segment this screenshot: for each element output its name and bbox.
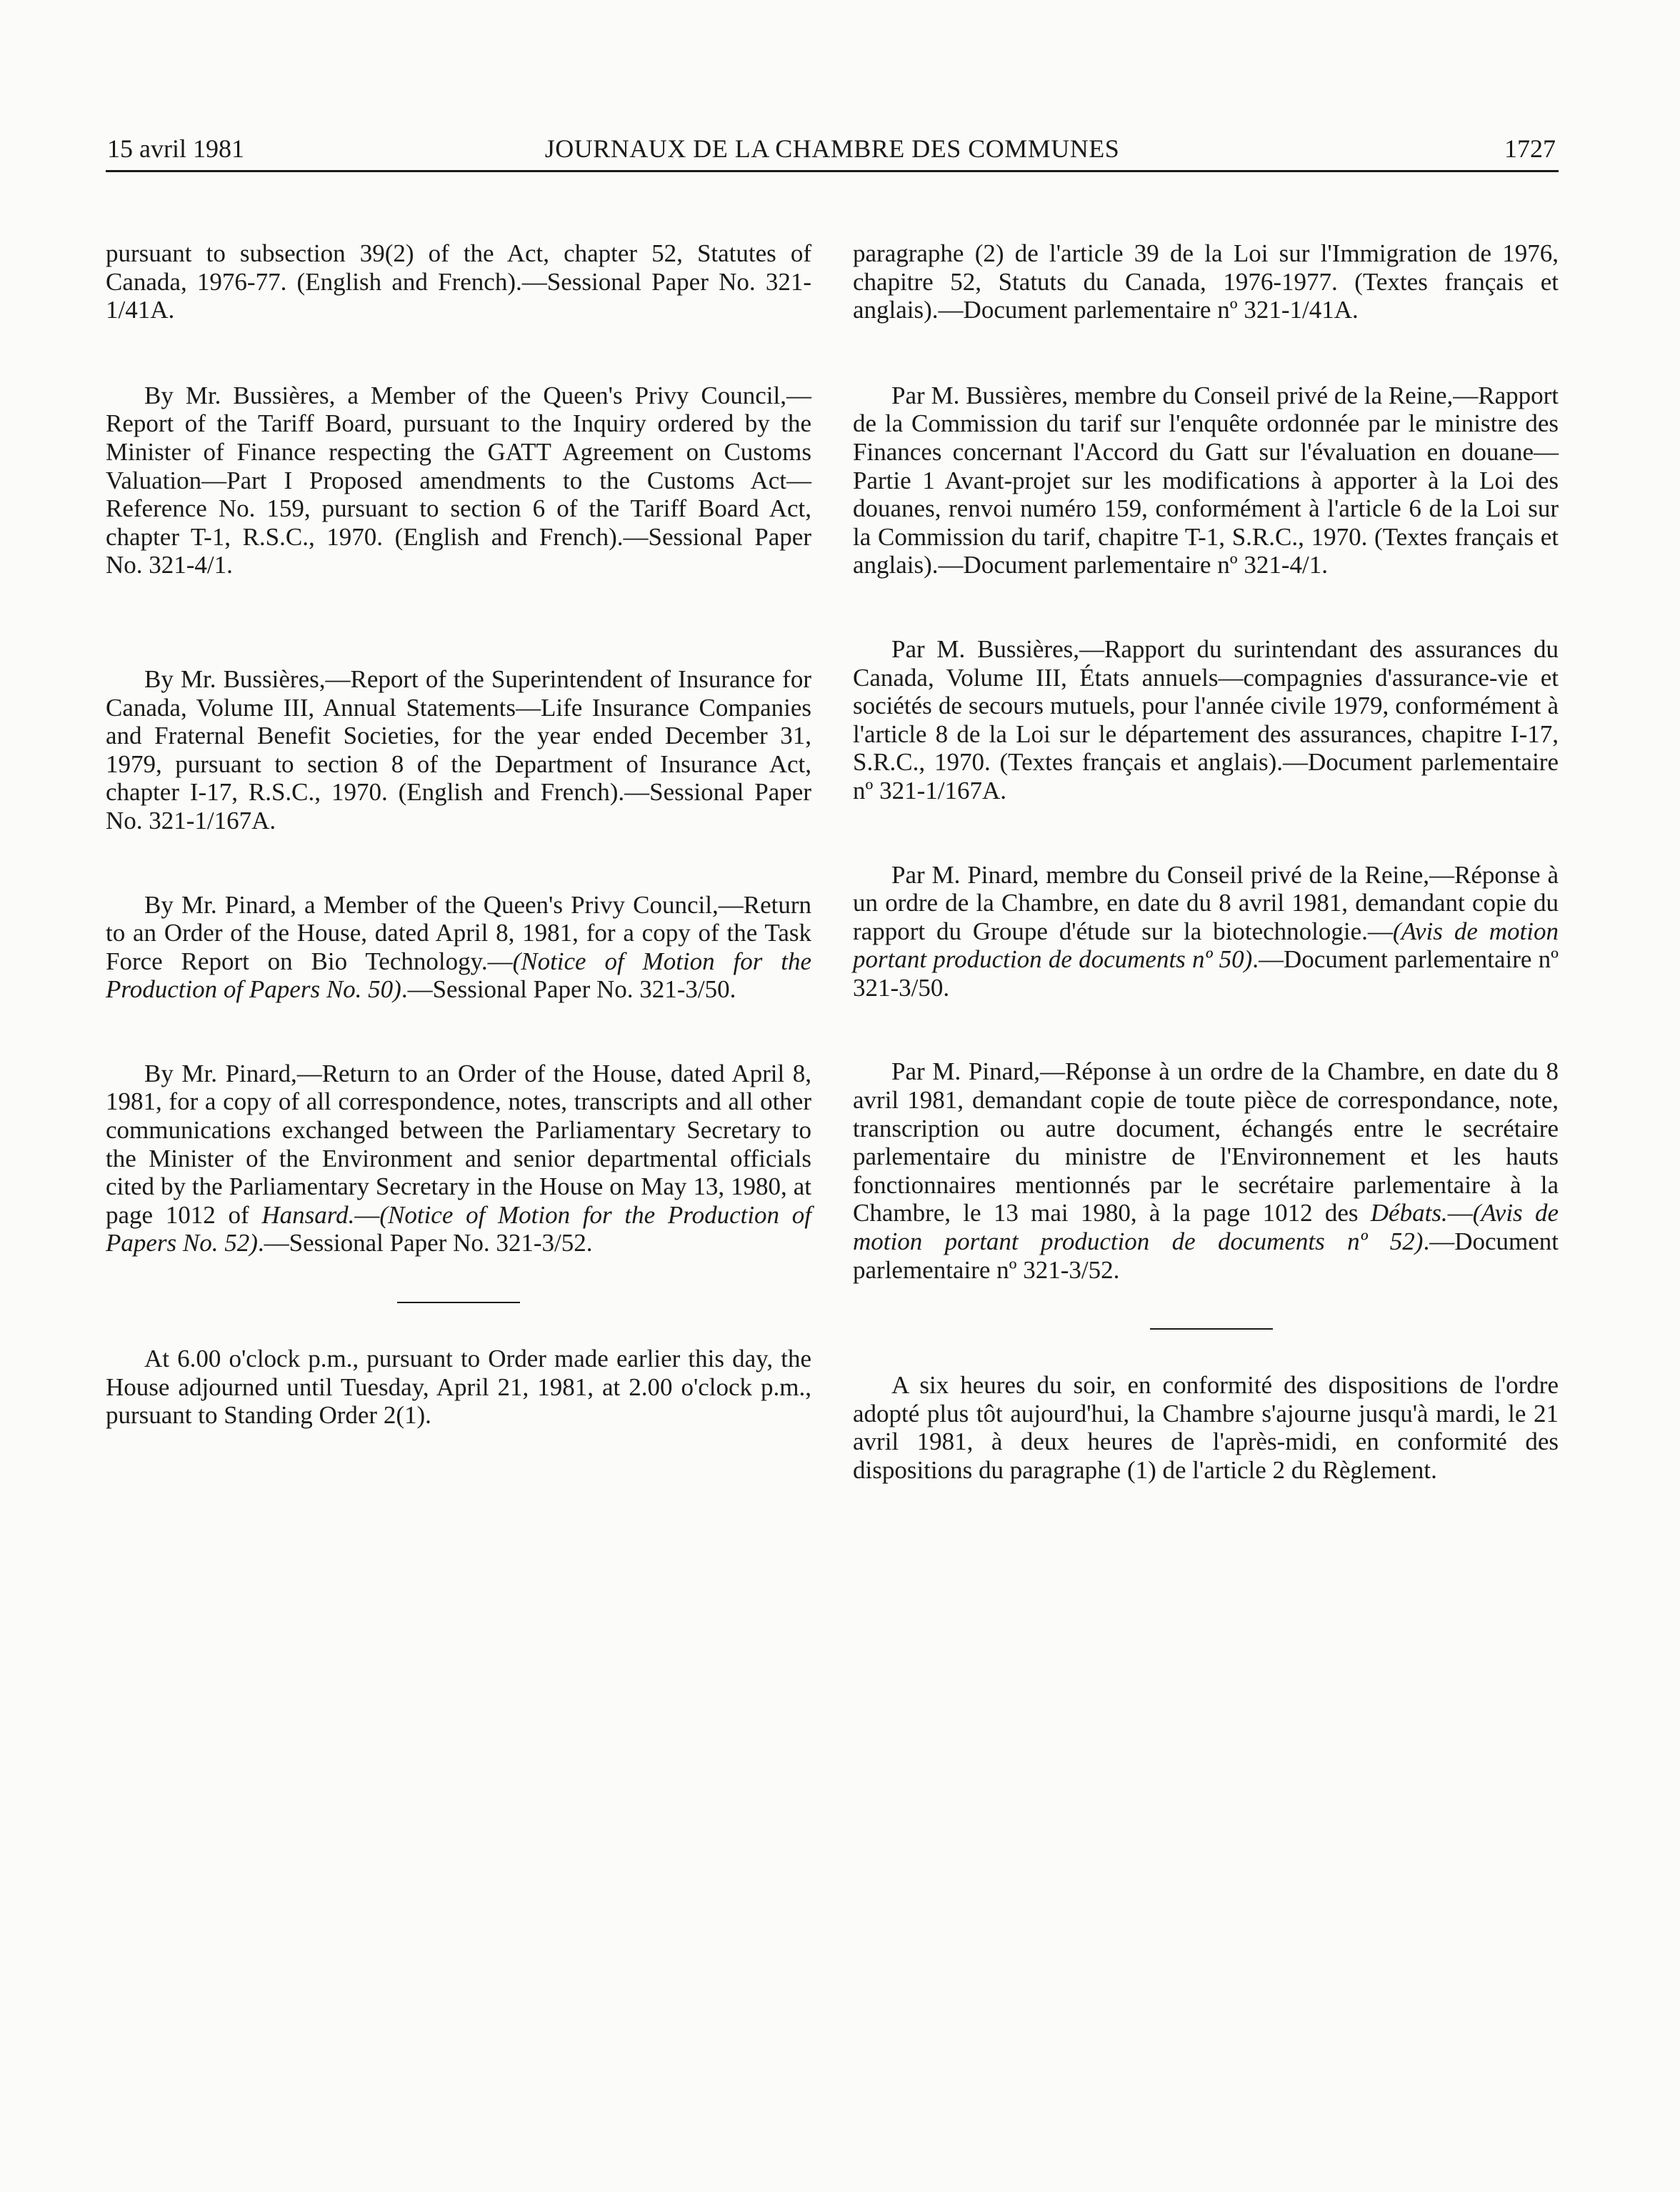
section-divider [1150,1328,1273,1330]
section-divider [397,1302,520,1303]
fr-paragraph-adjournment: A six heures du soir, en conformité des dispositions de l'ordre adopté plus tôt aujourd'hui, la Chambre s'ajourne jusqu'à mardi, le 21 avril 1981, à deux heures de l'après-midi, en conformité des dispositions du paragraphe (1) de l'article 2 du Règlement. [853,1371,1559,1484]
fr-paragraph-tariff-board: Par M. Bussières, membre du Conseil privé de la Reine,—Rapport de la Commission du tarif sur l'enquête ordonnée par le ministre des Finances concernant l'Accord du Gatt sur l'évaluation en douane— Partie 1 Avant-projet sur les modifications à apporter à la Loi des douanes, renvoi numéro 159, conformément à l'article 6 de la Loi sur la Commission du tarif, chapitre T-1, S.R.C., 1970. (Textes français et anglais).—Document parlementaire nº 321-4/1. [853,381,1559,579]
fr-paragraph-bio-technology: Par M. Pinard, membre du Conseil privé de la Reine,—Réponse à un ordre de la Chambre, en date du 8 avril 1981, demandant copie du rapport du Groupe d'étude sur la biotechnologie.—(Avis de motion portant production de documents nº 50).—Document parlementaire nº 321-3/50. [853,860,1559,1002]
french-column [853,239,1559,1485]
header-title: JOURNAUX DE LA CHAMBRE DES COMMUNES [544,134,1120,163]
en-paragraph-continuation: pursuant to subsection 39(2) of the Act, chapter 52, Statutes of Canada, 1976-77. (English and French).—Sessional Paper No. 321-1/41A. [106,239,811,324]
english-column [106,239,811,1430]
page-number: 1727 [1504,134,1556,163]
en-paragraph-environment: By Mr. Pinard,—Return to an Order of the House, dated April 8, 1981, for a copy of all correspondence, notes, transcripts and all other communications exchanged between the Parliamentary Secretary to the Minister of the Environment and senior departmental officials cited by the Parliamentary Secretary in the House on May 13, 1980, at page 1012 of Hansard.—(Notice of Motion for the Production of Papers No. 52).—Sessional Paper No. 321-3/52. [106,1059,811,1257]
fr-paragraph-continuation: paragraphe (2) de l'article 39 de la Loi sur l'Immigration de 1976, chapitre 52, Statuts du Canada, 1976-1977. (Textes français et anglais).—Document parlementaire nº 321-1/41A. [853,239,1559,324]
en-paragraph-tariff-board: By Mr. Bussières, a Member of the Queen's Privy Council,—Report of the Tariff Board, pursuant to the Inquiry ordered by the Minister of Finance respecting the GATT Agreement on Customs Valuation—Part I Proposed amendments to the Customs Act—Reference No. 159, pursuant to section 6 of the Tariff Board Act, chapter T-1, R.S.C., 1970. (English and French).—Sessional Paper No. 321-4/1. [106,381,811,579]
fr-paragraph-insurance: Par M. Bussières,—Rapport du surintendant des assurances du Canada, Volume III, États annuels—compagnies d'assurance-vie et sociétés de secours mutuels, pour l'année civile 1979, conformément à l'article 8 de la Loi sur le département des assurances, chapitre I-17, S.R.C., 1970. (Textes français et anglais).—Document parlementaire nº 321-1/167A. [853,634,1559,804]
fr-paragraph-environment: Par M. Pinard,—Réponse à un ordre de la Chambre, en date du 8 avril 1981, demandant copie de toute pièce de correspondance, note, transcription ou autre document, échangés entre le secrétaire parlementaire du ministre de l'Environnement et les hauts fonctionnaires mentionnés par le secrétaire parlementaire à la Chambre, le 13 mai 1980, à la page 1012 des Débats.—(Avis de motion portant production de documents nº 52).—Document parlementaire nº 321-3/52. [853,1057,1559,1284]
page-header [106,134,1559,172]
en-paragraph-insurance: By Mr. Bussières,—Report of the Superintendent of Insurance for Canada, Volume III, Annual Statements—Life Insurance Companies and Fraternal Benefit Societies, for the year ended December 31, 1979, pursuant to section 8 of the Department of Insurance Act, chapter I-17, R.S.C., 1970. (English and French).—Sessional Paper No. 321-1/167A. [106,664,811,835]
header-date: 15 avril 1981 [107,134,244,163]
en-paragraph-bio-technology: By Mr. Pinard, a Member of the Queen's Privy Council,—Return to an Order of the House, dated April 8, 1981, for a copy of the Task Force Report on Bio Technology.—(Notice of Motion for the Production of Papers No. 50).—Sessional Paper No. 321-3/50. [106,890,812,1004]
en-paragraph-adjournment: At 6.00 o'clock p.m., pursuant to Order made earlier this day, the House adjourned until Tuesday, April 21, 1981, at 2.00 o'clock p.m., pursuant to Standing Order 2(1). [106,1345,811,1430]
